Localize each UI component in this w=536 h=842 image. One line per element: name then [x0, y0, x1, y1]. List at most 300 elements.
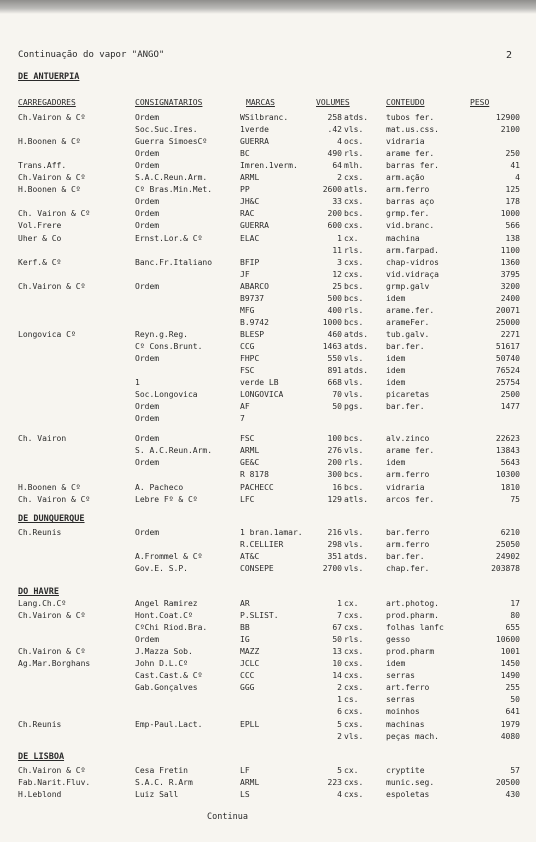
cell-content: machina	[386, 233, 420, 243]
cell-shipper: Lang.Ch.Cº	[18, 599, 67, 608]
table-row	[0, 433, 536, 445]
table-row	[0, 257, 536, 269]
cell-mark: LFC	[240, 494, 255, 504]
cell-unit: cxs.	[344, 719, 364, 729]
cell-shipper: Ch.Reunis	[18, 719, 62, 729]
cell-qty: 50	[332, 402, 342, 412]
cell-unit: cxs.	[344, 647, 364, 657]
cell-content: idem	[386, 366, 406, 376]
table-row	[0, 445, 536, 457]
cell-mark: RAC	[240, 209, 255, 219]
cell-weight: 25050	[495, 540, 520, 550]
cell-qty: 1	[337, 233, 342, 243]
section-heading: DE LISBOA	[18, 752, 65, 762]
cell-content: mat.us.css.	[386, 125, 439, 135]
cell-content: vidraria	[386, 482, 425, 492]
cell-consignee: Ordem	[135, 635, 160, 645]
cell-content: arm.ação	[386, 173, 425, 183]
cell-shipper: Ch. Vairon & Cº	[18, 494, 91, 504]
table-row	[0, 457, 536, 469]
table-row	[0, 413, 536, 425]
cell-weight: 1477	[500, 402, 520, 412]
cell-unit: vls.	[344, 125, 364, 135]
cell-shipper: Ch.Reunis	[18, 528, 62, 537]
cell-weight: 1979	[500, 719, 520, 729]
table-row	[0, 196, 536, 208]
cell-qty: 668	[327, 378, 342, 388]
table-row	[0, 184, 536, 196]
table-row	[0, 482, 536, 494]
cell-qty: 351	[327, 552, 342, 562]
table-row	[0, 353, 536, 365]
cell-unit: atds.	[344, 552, 369, 562]
cell-qty: 64	[332, 161, 342, 171]
cell-qty: 25	[332, 281, 342, 291]
cell-content: tub.galv.	[386, 329, 430, 339]
cell-content: peças mach.	[386, 731, 439, 741]
page-title: Continuação do vapor "ANGO"	[18, 50, 165, 60]
cell-qty: 460	[327, 329, 342, 339]
cell-unit: bcs.	[344, 317, 364, 327]
cell-qty: 13	[332, 647, 342, 657]
cell-unit: bcs.	[344, 482, 364, 492]
cell-mark: verde LB	[240, 378, 279, 388]
cell-unit: bcs.	[344, 209, 364, 219]
cell-qty: 1463	[322, 341, 342, 351]
cell-unit: cxs.	[344, 790, 364, 800]
cell-qty: 1000	[322, 317, 342, 327]
cell-weight: 2500	[500, 390, 520, 400]
cell-content: alv.zinco	[386, 434, 430, 444]
cell-consignee: Ordem	[135, 458, 160, 468]
page-number: 2	[506, 50, 513, 61]
cell-qty: 12	[332, 269, 342, 279]
cell-weight: 20500	[495, 778, 520, 788]
cell-unit: cxs.	[344, 659, 364, 669]
cell-qty: 14	[332, 671, 342, 681]
table-row	[0, 719, 536, 731]
cell-shipper: Ch. Vairon & Cº	[18, 209, 91, 219]
cell-unit: cxs.	[344, 707, 364, 717]
cell-weight: 1360	[500, 257, 520, 267]
table-row	[0, 389, 536, 401]
cell-consignee: A.Frommel & Cº	[135, 552, 203, 562]
cell-unit: cxs.	[344, 778, 364, 788]
cell-consignee: CºChi Riod.Bra.	[135, 623, 208, 633]
table-row	[0, 694, 536, 706]
table-row	[0, 305, 536, 317]
table-row	[0, 765, 536, 777]
cell-unit: vls.	[344, 528, 364, 537]
cell-mark: BLESP	[240, 329, 265, 339]
cell-consignee: Ordem	[135, 113, 160, 122]
cell-qty: 200	[327, 209, 342, 219]
cell-unit: vls.	[344, 390, 364, 400]
table-row	[0, 706, 536, 718]
cell-unit: cxs.	[344, 623, 364, 633]
cell-consignee: Ordem	[135, 354, 160, 363]
cell-content: vidraria	[386, 137, 425, 147]
table-row	[0, 682, 536, 694]
cell-unit: cxs.	[344, 269, 364, 279]
cell-weight: 125	[505, 185, 520, 195]
cell-qty: 490	[327, 149, 342, 159]
cell-weight: 80	[510, 611, 520, 621]
cell-weight: 10600	[495, 635, 520, 645]
cell-consignee: Ordem	[135, 528, 160, 537]
cell-content: bar.fer.	[386, 341, 425, 351]
cell-unit: bcs.	[344, 470, 364, 480]
cell-qty: 6	[337, 707, 342, 717]
cell-weight: 25754	[495, 378, 520, 388]
cell-consignee: Reyn.g.Reg.	[135, 329, 188, 339]
header-conteudo: CONTEUDO	[386, 98, 425, 107]
cell-mark: AR	[240, 599, 250, 608]
cell-unit: cx.	[344, 599, 359, 608]
cell-weight: 10300	[495, 470, 520, 480]
cell-weight: 1001	[500, 647, 520, 657]
cell-qty: 550	[327, 354, 342, 363]
cell-qty: 216	[327, 528, 342, 537]
cell-mark: ARML	[240, 778, 260, 788]
cell-content: gesso	[386, 635, 411, 645]
cell-mark: BC	[240, 149, 250, 159]
cell-consignee: S.A.C. R.Arm	[135, 778, 193, 788]
cell-mark: GE&C	[240, 458, 260, 468]
cell-consignee: Cesa Fretin	[135, 766, 188, 775]
cell-consignee: Cº Cons.Brunt.	[135, 341, 203, 351]
cell-unit: cx.	[344, 766, 359, 775]
cell-mark: R 8178	[240, 470, 269, 480]
cell-content: arame.fer.	[386, 305, 435, 315]
cell-consignee: Emp-Paul.Lact.	[135, 719, 203, 729]
table-row	[0, 539, 536, 551]
cell-mark: LF	[240, 766, 250, 775]
cell-unit: cxs.	[344, 257, 364, 267]
cell-unit: cxs.	[344, 683, 364, 693]
cell-content: serras	[386, 671, 415, 681]
table-row	[0, 208, 536, 220]
cell-weight: 3795	[500, 269, 520, 279]
cell-mark: MAZZ	[240, 647, 260, 657]
table-row	[0, 634, 536, 646]
cell-weight: 250	[505, 149, 520, 159]
cell-content: art.ferro	[386, 683, 430, 693]
table-row	[0, 136, 536, 148]
cell-content: grmp.galv	[386, 281, 430, 291]
cell-content: moinhos	[386, 707, 420, 717]
table-row	[0, 172, 536, 184]
cell-content: art.photog.	[386, 599, 439, 608]
table-row	[0, 598, 536, 610]
cell-weight: 566	[505, 221, 520, 231]
table-row	[0, 658, 536, 670]
cell-consignee: Gov.E. S.P.	[135, 564, 188, 574]
section-heading: DE ANTUERPIA	[18, 72, 80, 82]
cell-weight: 13843	[495, 446, 520, 456]
footer-continua: Continua	[207, 812, 248, 822]
table-row	[0, 789, 536, 801]
scan-edge	[0, 0, 536, 14]
cell-consignee: Banc.Fr.Italiano	[135, 257, 213, 267]
table-row	[0, 670, 536, 682]
cell-unit: atds.	[344, 341, 369, 351]
cell-unit: rls.	[344, 635, 364, 645]
table-row	[0, 610, 536, 622]
table-row	[0, 160, 536, 172]
cell-qty: 3	[337, 257, 342, 267]
cell-qty: 600	[327, 221, 342, 231]
cell-unit: atls.	[344, 494, 369, 504]
cell-unit: vls.	[344, 731, 364, 741]
cell-qty: 200	[327, 458, 342, 468]
cell-weight: 4080	[500, 731, 520, 741]
cell-unit: bcs.	[344, 281, 364, 291]
cell-weight: 22623	[495, 434, 520, 444]
cell-weight: 1000	[500, 209, 520, 219]
cell-content: vid.branc.	[386, 221, 435, 231]
cell-consignee: Soc.Suc.Ires.	[135, 125, 198, 135]
cell-shipper: Vol.Frere	[18, 221, 62, 231]
cell-mark: GGG	[240, 683, 255, 693]
cell-weight: 50740	[495, 354, 520, 363]
cell-consignee: Guerra SimoesCº	[135, 137, 208, 147]
cell-qty: 891	[327, 366, 342, 376]
cell-content: arm.ferro	[386, 540, 430, 550]
cell-consignee: John D.L.Cº	[135, 659, 188, 669]
cell-mark: AT&C	[240, 552, 260, 562]
cell-consignee: Ernst.Lor.& Cº	[135, 233, 203, 243]
table-row	[0, 233, 536, 245]
cell-qty: 1	[337, 695, 342, 705]
cell-unit: vls.	[344, 354, 364, 363]
cell-shipper: H.Boonen & Cº	[18, 185, 81, 195]
cell-mark: LS	[240, 790, 250, 800]
cell-mark: GUERRA	[240, 137, 269, 147]
table-row	[0, 245, 536, 257]
cell-content: bar.fer.	[386, 402, 425, 412]
table-row	[0, 646, 536, 658]
cell-qty: 11	[332, 245, 342, 255]
header-peso: PESO	[470, 98, 490, 107]
cell-content: tubos fer.	[386, 113, 435, 122]
cell-weight: 5643	[500, 458, 520, 468]
cell-mark: IG	[240, 635, 250, 645]
table-row	[0, 317, 536, 329]
cell-shipper: Ch. Vairon	[18, 434, 67, 444]
table-row	[0, 377, 536, 389]
cell-unit: cx.	[344, 233, 359, 243]
cell-mark: 1verde	[240, 125, 269, 135]
cell-weight: 24902	[495, 552, 520, 562]
cell-content: arm.ferro	[386, 185, 430, 195]
cell-consignee: Ordem	[135, 149, 160, 159]
cell-weight: 20071	[495, 305, 520, 315]
cell-mark: GUERRA	[240, 221, 269, 231]
cell-content: idem	[386, 659, 406, 669]
cell-content: grmp.fer.	[386, 209, 430, 219]
cell-mark: PP	[240, 185, 250, 195]
cell-unit: mlh.	[344, 161, 364, 171]
cell-shipper: Kerf.& Cº	[18, 257, 62, 267]
cell-unit: bcs.	[344, 434, 364, 444]
cell-mark: 7	[240, 414, 245, 424]
cell-qty: 33	[332, 197, 342, 207]
cell-weight: 641	[505, 707, 520, 717]
cell-unit: vls.	[344, 564, 364, 574]
cell-unit: rls.	[344, 245, 364, 255]
cell-mark: ABARCO	[240, 281, 269, 291]
cell-consignee: Luiz Sall	[135, 790, 179, 800]
cell-consignee: Ordem	[135, 197, 160, 207]
cell-mark: ELAC	[240, 233, 260, 243]
cell-weight: 57	[510, 766, 520, 775]
cell-qty: 16	[332, 482, 342, 492]
cell-shipper: Ch.Vairon & Cº	[18, 766, 86, 775]
cell-qty: 2	[337, 731, 342, 741]
cell-shipper: Longovica Cº	[18, 329, 76, 339]
cell-qty: 7	[337, 611, 342, 621]
cell-mark: AF	[240, 402, 250, 412]
table-row	[0, 494, 536, 506]
cell-consignee: Ordem	[135, 221, 160, 231]
cell-weight: 2100	[500, 125, 520, 135]
cell-unit: bcs.	[344, 293, 364, 303]
cell-qty: 5	[337, 766, 342, 775]
cell-qty: 4	[337, 790, 342, 800]
table-row	[0, 220, 536, 232]
cell-qty: 100	[327, 434, 342, 444]
cell-mark: JH&C	[240, 197, 260, 207]
cell-mark: WSilbranc.	[240, 113, 289, 122]
cell-content: prod.pharm	[386, 647, 435, 657]
cell-unit: vls.	[344, 378, 364, 388]
cell-shipper: Ch.Vairon & Cº	[18, 173, 86, 183]
cell-content: vid.vidraça	[386, 269, 439, 279]
cell-mark: LONGOVICA	[240, 390, 284, 400]
header-marcas: MARCAS	[246, 98, 275, 107]
cell-qty: 400	[327, 305, 342, 315]
cell-qty: 223	[327, 778, 342, 788]
cell-unit: atds.	[344, 366, 369, 376]
cell-weight: 1450	[500, 659, 520, 669]
cell-qty: 4	[337, 137, 342, 147]
cell-consignee: S.A.C.Reun.Arm.	[135, 173, 208, 183]
cell-mark: FHPC	[240, 354, 260, 363]
cell-consignee: 1	[135, 378, 140, 388]
cell-content: prod.pharm.	[386, 611, 439, 621]
cell-unit: rls.	[344, 458, 364, 468]
cell-unit: cxs.	[344, 671, 364, 681]
cell-weight: 4	[515, 173, 520, 183]
cell-weight: 203878	[491, 564, 520, 574]
cell-unit: rls.	[344, 305, 364, 315]
cell-qty: .42	[327, 125, 342, 135]
table-row	[0, 622, 536, 634]
cell-unit: rls.	[344, 149, 364, 159]
cell-qty: 10	[332, 659, 342, 669]
cell-unit: atds.	[344, 329, 369, 339]
cell-unit: atls.	[344, 185, 369, 195]
cell-consignee: Ordem	[135, 434, 160, 444]
cell-consignee: Cº Bras.Min.Met.	[135, 185, 213, 195]
cell-content: chap.fer.	[386, 564, 430, 574]
cell-mark: ARML	[240, 173, 260, 183]
cell-consignee: Ordem	[135, 414, 160, 424]
cell-weight: 178	[505, 197, 520, 207]
cell-weight: 6210	[500, 528, 520, 537]
cell-consignee: Ordem	[135, 209, 160, 219]
cell-qty: 70	[332, 390, 342, 400]
cell-qty: 50	[332, 635, 342, 645]
cell-unit: cxs.	[344, 221, 364, 231]
cell-weight: 2271	[500, 329, 520, 339]
cell-mark: CCC	[240, 671, 255, 681]
table-row	[0, 341, 536, 353]
header-volumes: VOLUMES	[316, 98, 350, 107]
cell-content: barras fer.	[386, 161, 439, 171]
cell-qty: 258	[327, 113, 342, 122]
cell-shipper: Ch.Vairon & Cº	[18, 611, 86, 621]
section-heading: DO HAVRE	[18, 587, 59, 597]
cell-qty: 2700	[322, 564, 342, 574]
cell-unit: cxs.	[344, 611, 364, 621]
cell-content: folhas lanfc	[386, 623, 444, 633]
table-row	[0, 269, 536, 281]
cell-weight: 2400	[500, 293, 520, 303]
cell-unit: vls.	[344, 540, 364, 550]
cell-weight: 50	[510, 695, 520, 705]
cell-shipper: H.Boonen & Cº	[18, 482, 81, 492]
cell-mark: P.SLIST.	[240, 611, 279, 621]
cell-mark: BB	[240, 623, 250, 633]
cell-shipper: Uher & Co	[18, 233, 62, 243]
cell-shipper: Ch.Vairon & Cº	[18, 113, 86, 122]
cell-qty: 2	[337, 683, 342, 693]
cell-weight: 1810	[500, 482, 520, 492]
table-row	[0, 293, 536, 305]
cell-weight: 1490	[500, 671, 520, 681]
cell-content: idem	[386, 354, 406, 363]
table-row	[0, 731, 536, 743]
cell-shipper: H.Leblond	[18, 790, 62, 800]
cell-consignee: Gab.Gonçalves	[135, 683, 198, 693]
cell-content: chap-vidros	[386, 257, 439, 267]
table-row	[0, 281, 536, 293]
cell-unit: cxs.	[344, 197, 364, 207]
cell-content: idem	[386, 293, 406, 303]
cell-mark: Imren.1verm.	[240, 161, 298, 171]
cell-consignee: Cast.Cast.& Cº	[135, 671, 203, 681]
cell-mark: FSC	[240, 366, 255, 376]
cell-qty: 300	[327, 470, 342, 480]
cell-shipper: Fab.Narit.Fluv.	[18, 778, 91, 788]
cell-weight: 75	[510, 494, 520, 504]
cell-consignee: Lebre Fº & Cº	[135, 494, 198, 504]
cell-qty: 5	[337, 719, 342, 729]
cell-content: arcos fer.	[386, 494, 435, 504]
cell-qty: 67	[332, 623, 342, 633]
cell-content: bar.fer.	[386, 552, 425, 562]
cell-mark: CCG	[240, 341, 255, 351]
cell-unit: cxs.	[344, 173, 364, 183]
cell-content: picaretas	[386, 390, 430, 400]
table-row	[0, 527, 536, 539]
cell-shipper: Ch.Vairon & Cº	[18, 281, 86, 291]
cell-consignee: S. A.C.Reun.Arm.	[135, 446, 213, 456]
cell-unit: vls.	[344, 446, 364, 456]
section-heading: DE DUNQUERQUE	[18, 514, 85, 524]
